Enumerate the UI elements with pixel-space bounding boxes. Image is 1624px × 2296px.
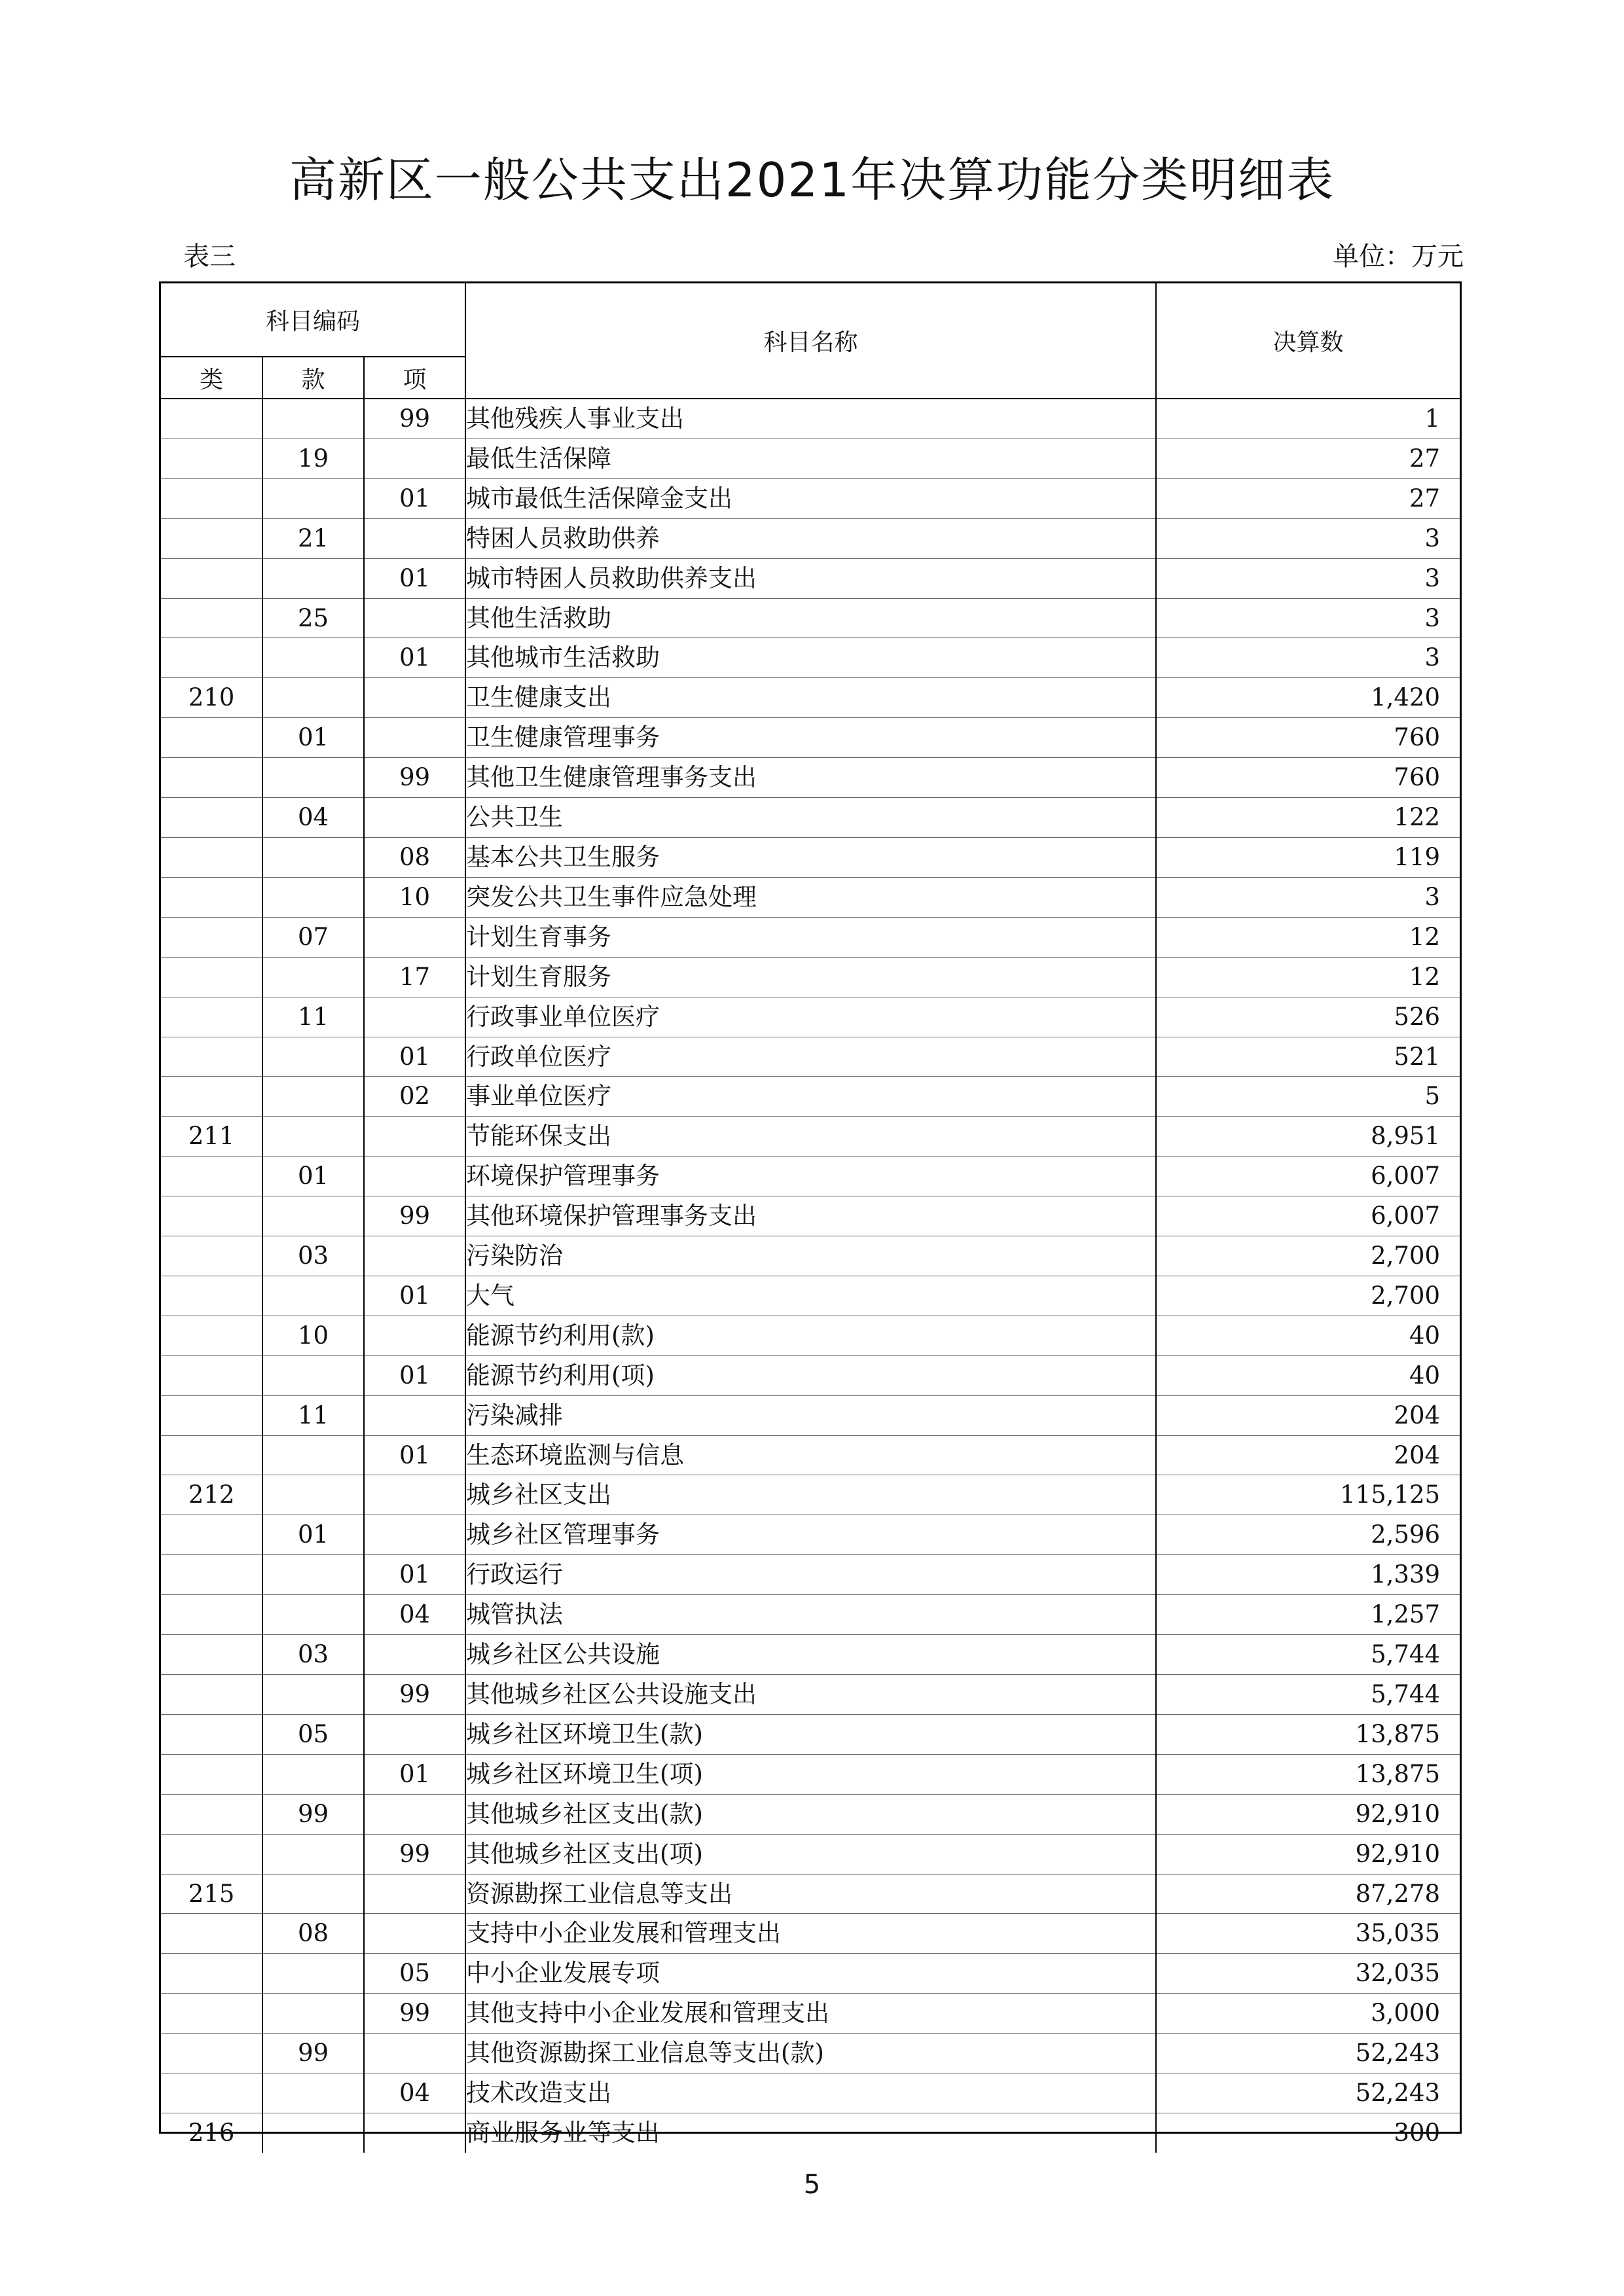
subject-name-cell: 污染防治 [465, 1236, 1156, 1276]
category-code-cell [161, 2034, 262, 2073]
section-code-cell [262, 1994, 364, 2034]
code-group-header: 科目编码 [161, 283, 465, 357]
category-code-cell [161, 1395, 262, 1435]
subject-name-cell: 行政单位医疗 [465, 1037, 1156, 1077]
section-code-cell: 25 [262, 598, 364, 638]
subject-name-cell: 能源节约利用(款) [465, 1316, 1156, 1355]
item-code-cell: 99 [364, 1834, 465, 1874]
page-title: 高新区一般公共支出2021年决算功能分类明细表 [289, 152, 1335, 207]
amount-cell: 115,125 [1156, 1475, 1460, 1515]
section-code-cell: 21 [262, 518, 364, 558]
amount-cell: 52,243 [1156, 2034, 1460, 2073]
section-code-cell [262, 478, 364, 518]
subject-name-cell: 技术改造支出 [465, 2073, 1156, 2113]
subject-name-cell: 其他卫生健康管理事务支出 [465, 758, 1156, 798]
subject-name-cell: 城乡社区管理事务 [465, 1515, 1156, 1555]
item-code-cell: 99 [364, 399, 465, 439]
subject-name-cell: 其他城乡社区支出(项) [465, 1834, 1156, 1874]
amount-cell: 40 [1156, 1316, 1460, 1355]
subject-name-cell: 城乡社区环境卫生(款) [465, 1714, 1156, 1754]
section-code-cell [262, 758, 364, 798]
item-code-cell [364, 1794, 465, 1834]
section-code-cell [262, 1475, 364, 1515]
section-code-cell [262, 678, 364, 718]
category-code-cell [161, 1595, 262, 1635]
category-header: 类 [161, 357, 262, 399]
subject-name-cell: 大气 [465, 1276, 1156, 1316]
section-code-cell [262, 1276, 364, 1316]
table-row [161, 1994, 1460, 2034]
amount-cell: 32,035 [1156, 1954, 1460, 1994]
table-row [161, 1395, 1460, 1435]
subject-name-cell: 基本公共卫生服务 [465, 837, 1156, 877]
section-code-cell: 99 [262, 2034, 364, 2073]
amount-cell: 2,700 [1156, 1236, 1460, 1276]
table-row [161, 798, 1460, 838]
subject-name-cell: 行政事业单位医疗 [465, 997, 1156, 1037]
section-code-cell: 01 [262, 1157, 364, 1196]
item-code-cell [364, 1635, 465, 1675]
subject-name-cell: 支持中小企业发展和管理支出 [465, 1914, 1156, 1954]
item-code-cell: 17 [364, 957, 465, 997]
category-code-cell [161, 1994, 262, 2034]
amount-cell: 5 [1156, 1077, 1460, 1117]
item-code-cell: 04 [364, 1595, 465, 1635]
item-code-cell [364, 1714, 465, 1754]
item-code-cell: 99 [364, 1994, 465, 2034]
amount-cell: 300 [1156, 2113, 1460, 2152]
subject-name-cell: 计划生育事务 [465, 917, 1156, 957]
amount-cell: 1 [1156, 399, 1460, 439]
category-code-cell [161, 1196, 262, 1236]
expenditure-table [161, 283, 1460, 2153]
category-code-cell [161, 1635, 262, 1675]
section-code-cell: 07 [262, 917, 364, 957]
subject-name-cell: 城乡社区环境卫生(项) [465, 1754, 1156, 1794]
category-code-cell [161, 1355, 262, 1395]
amount-cell: 5,744 [1156, 1675, 1460, 1715]
category-code-cell [161, 957, 262, 997]
table-row [161, 1954, 1460, 1994]
table-row [161, 758, 1460, 798]
subject-name-cell: 其他环境保护管理事务支出 [465, 1196, 1156, 1236]
table-row [161, 1117, 1460, 1157]
subject-name-cell: 公共卫生 [465, 798, 1156, 838]
amount-cell: 3 [1156, 638, 1460, 678]
table-row [161, 1157, 1460, 1196]
item-code-cell [364, 2113, 465, 2152]
category-code-cell [161, 718, 262, 758]
category-code-cell [161, 478, 262, 518]
item-code-cell [364, 598, 465, 638]
table-row [161, 1555, 1460, 1595]
item-code-cell [364, 2034, 465, 2073]
item-code-cell [364, 718, 465, 758]
item-code-cell: 05 [364, 1954, 465, 1994]
subject-name-cell: 事业单位医疗 [465, 1077, 1156, 1117]
amount-cell: 6,007 [1156, 1196, 1460, 1236]
subject-name-cell: 最低生活保障 [465, 439, 1156, 478]
table-row [161, 558, 1460, 598]
item-code-cell: 99 [364, 1675, 465, 1715]
table-row [161, 1037, 1460, 1077]
subject-name-cell: 节能环保支出 [465, 1117, 1156, 1157]
section-code-cell: 01 [262, 718, 364, 758]
table-row [161, 1714, 1460, 1754]
item-code-cell: 01 [364, 1754, 465, 1794]
item-code-cell: 01 [364, 638, 465, 678]
table-row [161, 2034, 1460, 2073]
table-row [161, 1794, 1460, 1834]
table-row [161, 399, 1460, 439]
table-row [161, 638, 1460, 678]
amount-cell: 35,035 [1156, 1914, 1460, 1954]
item-code-cell [364, 1874, 465, 1914]
subject-name-cell: 城乡社区公共设施 [465, 1635, 1156, 1675]
item-code-cell [364, 1475, 465, 1515]
amount-cell: 92,910 [1156, 1794, 1460, 1834]
amount-cell: 760 [1156, 758, 1460, 798]
item-code-cell [364, 997, 465, 1037]
section-code-cell: 03 [262, 1236, 364, 1276]
category-code-cell [161, 997, 262, 1037]
item-code-cell: 01 [364, 1276, 465, 1316]
table-row [161, 1435, 1460, 1475]
amount-cell: 27 [1156, 439, 1460, 478]
item-code-cell [364, 439, 465, 478]
amount-cell: 760 [1156, 718, 1460, 758]
item-header: 项 [364, 357, 465, 399]
section-code-cell [262, 1874, 364, 1914]
section-code-cell: 04 [262, 798, 364, 838]
category-code-cell: 215 [161, 1874, 262, 1914]
table-row [161, 1874, 1460, 1914]
item-code-cell [364, 1316, 465, 1355]
item-code-cell: 01 [364, 478, 465, 518]
item-code-cell [364, 1914, 465, 1954]
section-code-cell [262, 1435, 364, 1475]
subject-name-cell: 城管执法 [465, 1595, 1156, 1635]
category-code-cell [161, 638, 262, 678]
table-row [161, 598, 1460, 638]
category-code-cell [161, 518, 262, 558]
item-code-cell: 99 [364, 758, 465, 798]
subject-name-cell: 商业服务业等支出 [465, 2113, 1156, 2152]
section-code-cell [262, 957, 364, 997]
section-code-cell [262, 1037, 364, 1077]
section-code-cell [262, 1595, 364, 1635]
amount-cell: 122 [1156, 798, 1460, 838]
category-code-cell [161, 758, 262, 798]
category-code-cell [161, 1157, 262, 1196]
table-row [161, 837, 1460, 877]
table-row [161, 518, 1460, 558]
category-code-cell [161, 877, 262, 917]
item-code-cell [364, 518, 465, 558]
table-row [161, 1515, 1460, 1555]
table-label: 表三 [183, 242, 236, 272]
category-code-cell: 211 [161, 1117, 262, 1157]
subject-name-cell: 污染减排 [465, 1395, 1156, 1435]
amount-cell: 92,910 [1156, 1834, 1460, 1874]
amount-header: 决算数 [1156, 283, 1460, 399]
table-row [161, 1675, 1460, 1715]
category-code-cell [161, 917, 262, 957]
section-code-cell: 11 [262, 1395, 364, 1435]
amount-cell: 13,875 [1156, 1754, 1460, 1794]
category-code-cell [161, 1276, 262, 1316]
item-code-cell [364, 917, 465, 957]
item-code-cell: 08 [364, 837, 465, 877]
section-code-cell [262, 399, 364, 439]
item-code-cell: 01 [364, 1355, 465, 1395]
item-code-cell [364, 678, 465, 718]
section-code-cell [262, 1834, 364, 1874]
subject-name-cell: 城市最低生活保障金支出 [465, 478, 1156, 518]
subject-name-cell: 资源勘探工业信息等支出 [465, 1874, 1156, 1914]
section-code-cell [262, 837, 364, 877]
category-code-cell [161, 1794, 262, 1834]
table-row [161, 2073, 1460, 2113]
category-code-cell [161, 1675, 262, 1715]
table-row [161, 917, 1460, 957]
category-code-cell [161, 1555, 262, 1595]
amount-cell: 204 [1156, 1435, 1460, 1475]
table-row [161, 678, 1460, 718]
category-code-cell [161, 1037, 262, 1077]
category-code-cell [161, 598, 262, 638]
section-code-cell [262, 1754, 364, 1794]
table-row [161, 1475, 1460, 1515]
section-code-cell: 03 [262, 1635, 364, 1675]
subject-name-cell: 城市特困人员救助供养支出 [465, 558, 1156, 598]
table-body [161, 399, 1460, 2153]
category-code-cell [161, 2073, 262, 2113]
amount-cell: 3 [1156, 598, 1460, 638]
category-code-cell: 212 [161, 1475, 262, 1515]
amount-cell: 6,007 [1156, 1157, 1460, 1196]
expenditure-table-frame [159, 281, 1462, 2147]
section-code-cell: 99 [262, 1794, 364, 1834]
item-code-cell: 01 [364, 1037, 465, 1077]
category-code-cell [161, 439, 262, 478]
amount-cell: 12 [1156, 917, 1460, 957]
section-code-cell: 01 [262, 1515, 364, 1555]
amount-cell: 12 [1156, 957, 1460, 997]
item-code-cell [364, 1515, 465, 1555]
amount-cell: 5,744 [1156, 1635, 1460, 1675]
section-code-cell [262, 638, 364, 678]
table-row [161, 478, 1460, 518]
amount-cell: 3 [1156, 518, 1460, 558]
amount-cell: 52,243 [1156, 2073, 1460, 2113]
subject-name-cell: 能源节约利用(项) [465, 1355, 1156, 1395]
table-header [161, 283, 1460, 399]
amount-cell: 3,000 [1156, 1994, 1460, 2034]
section-code-cell [262, 1355, 364, 1395]
category-code-cell [161, 1914, 262, 1954]
category-code-cell: 216 [161, 2113, 262, 2152]
section-code-cell [262, 1954, 364, 1994]
table-row [161, 2113, 1460, 2152]
item-code-cell [364, 1157, 465, 1196]
table-row [161, 1754, 1460, 1794]
table-row [161, 718, 1460, 758]
section-code-cell: 10 [262, 1316, 364, 1355]
table-row [161, 1316, 1460, 1355]
amount-cell: 3 [1156, 877, 1460, 917]
amount-cell: 1,420 [1156, 678, 1460, 718]
subject-name-cell: 其他城市生活救助 [465, 638, 1156, 678]
subject-name-cell: 突发公共卫生事件应急处理 [465, 877, 1156, 917]
subject-name-cell: 卫生健康支出 [465, 678, 1156, 718]
subject-name-cell: 其他城乡社区公共设施支出 [465, 1675, 1156, 1715]
subject-name-cell: 卫生健康管理事务 [465, 718, 1156, 758]
name-header: 科目名称 [465, 283, 1156, 399]
section-code-cell: 08 [262, 1914, 364, 1954]
section-code-cell [262, 1077, 364, 1117]
amount-cell: 8,951 [1156, 1117, 1460, 1157]
subject-name-cell: 环境保护管理事务 [465, 1157, 1156, 1196]
section-code-cell: 05 [262, 1714, 364, 1754]
amount-cell: 204 [1156, 1395, 1460, 1435]
section-code-cell [262, 2073, 364, 2113]
table-row [161, 1355, 1460, 1395]
category-code-cell [161, 798, 262, 838]
subject-name-cell: 其他城乡社区支出(款) [465, 1794, 1156, 1834]
table-row [161, 1595, 1460, 1635]
subject-name-cell: 计划生育服务 [465, 957, 1156, 997]
subject-name-cell: 其他资源勘探工业信息等支出(款) [465, 2034, 1156, 2073]
item-code-cell: 04 [364, 2073, 465, 2113]
section-code-cell [262, 1196, 364, 1236]
table-row [161, 1635, 1460, 1675]
amount-cell: 13,875 [1156, 1714, 1460, 1754]
category-code-cell [161, 837, 262, 877]
section-code-cell [262, 877, 364, 917]
table-row [161, 1196, 1460, 1236]
unit-label: 单位：万元 [1333, 242, 1464, 272]
section-header: 款 [262, 357, 364, 399]
amount-cell: 521 [1156, 1037, 1460, 1077]
section-code-cell: 19 [262, 439, 364, 478]
page-number: 5 [803, 2170, 821, 2200]
subject-name-cell: 中小企业发展专项 [465, 1954, 1156, 1994]
amount-cell: 1,257 [1156, 1595, 1460, 1635]
item-code-cell: 01 [364, 558, 465, 598]
category-code-cell [161, 1714, 262, 1754]
category-code-cell [161, 1515, 262, 1555]
subject-name-cell: 行政运行 [465, 1555, 1156, 1595]
item-code-cell [364, 798, 465, 838]
item-code-cell [364, 1117, 465, 1157]
amount-cell: 27 [1156, 478, 1460, 518]
amount-cell: 1,339 [1156, 1555, 1460, 1595]
category-code-cell: 210 [161, 678, 262, 718]
category-code-cell [161, 558, 262, 598]
table-row [161, 1236, 1460, 1276]
section-code-cell [262, 1555, 364, 1595]
amount-cell: 3 [1156, 558, 1460, 598]
table-row [161, 1077, 1460, 1117]
category-code-cell [161, 1435, 262, 1475]
category-code-cell [161, 1754, 262, 1794]
section-code-cell [262, 1117, 364, 1157]
subject-name-cell: 城乡社区支出 [465, 1475, 1156, 1515]
table-row [161, 1276, 1460, 1316]
table-row [161, 997, 1460, 1037]
amount-cell: 526 [1156, 997, 1460, 1037]
item-code-cell [364, 1395, 465, 1435]
item-code-cell [364, 1236, 465, 1276]
table-row [161, 439, 1460, 478]
category-code-cell [161, 1077, 262, 1117]
category-code-cell [161, 399, 262, 439]
subject-name-cell: 生态环境监测与信息 [465, 1435, 1156, 1475]
table-row [161, 877, 1460, 917]
section-code-cell [262, 2113, 364, 2152]
subject-name-cell: 其他生活救助 [465, 598, 1156, 638]
subject-name-cell: 其他残疾人事业支出 [465, 399, 1156, 439]
category-code-cell [161, 1236, 262, 1276]
amount-cell: 87,278 [1156, 1874, 1460, 1914]
table-row [161, 1914, 1460, 1954]
subject-name-cell: 特困人员救助供养 [465, 518, 1156, 558]
amount-cell: 2,700 [1156, 1276, 1460, 1316]
item-code-cell: 10 [364, 877, 465, 917]
amount-cell: 119 [1156, 837, 1460, 877]
subject-name-cell: 其他支持中小企业发展和管理支出 [465, 1994, 1156, 2034]
table-row [161, 957, 1460, 997]
category-code-cell [161, 1316, 262, 1355]
category-code-cell [161, 1834, 262, 1874]
amount-cell: 40 [1156, 1355, 1460, 1395]
item-code-cell: 99 [364, 1196, 465, 1236]
section-code-cell: 11 [262, 997, 364, 1037]
item-code-cell: 02 [364, 1077, 465, 1117]
section-code-cell [262, 1675, 364, 1715]
category-code-cell [161, 1954, 262, 1994]
item-code-cell: 01 [364, 1435, 465, 1475]
item-code-cell: 01 [364, 1555, 465, 1595]
section-code-cell [262, 558, 364, 598]
table-row [161, 1834, 1460, 1874]
amount-cell: 2,596 [1156, 1515, 1460, 1555]
